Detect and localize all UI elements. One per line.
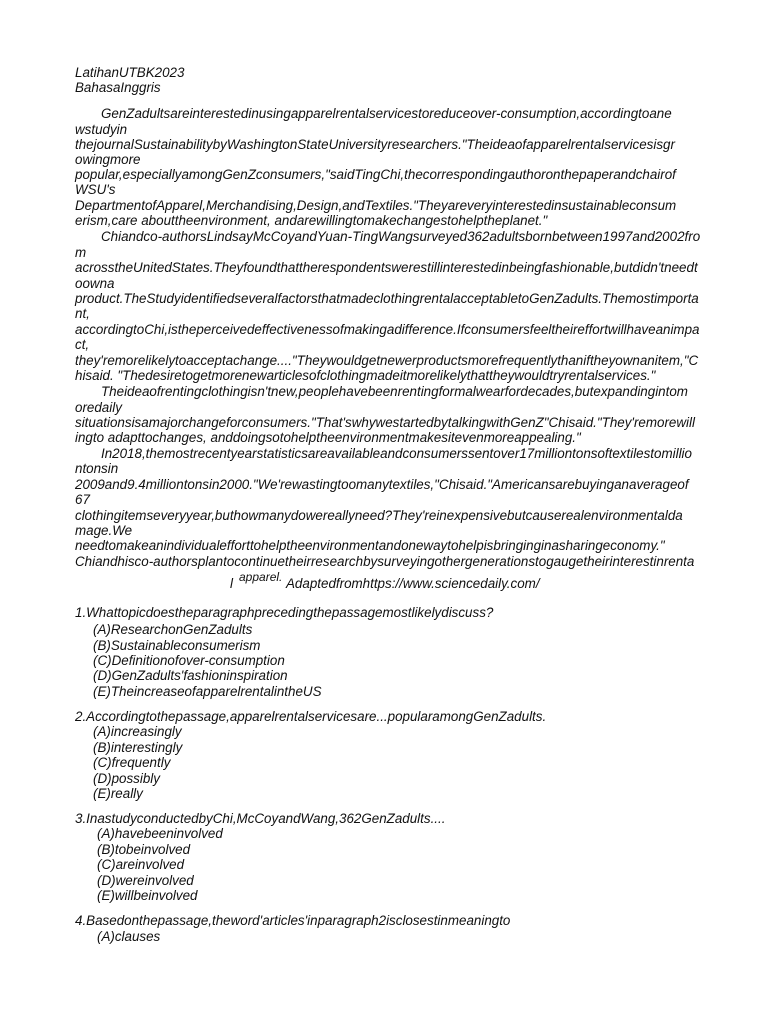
passage-line: GenZadultsareinterestedinusingapparelrentalservicestoreduceover-consumption,accordingtoane	[101, 106, 672, 121]
passage-line: hisaid. "Thedesiretogetmorenewarticlesofclothingmadeitmorelikelythattheywouldtryrentalservices."	[75, 368, 656, 383]
passage-line: clothingitemseveryyear,buthowmanydowereallyneed?They'reinexpensivebutcauserealenvironmentalda	[75, 508, 683, 523]
answer-option[interactable]: (E)really	[93, 786, 143, 801]
passage-line: 67	[75, 492, 90, 507]
passage-line: DepartmentofApparel,Merchandising,Design,andTextiles."Theyareveryinterestedinsustainableconsum	[75, 198, 677, 213]
answer-option[interactable]: (C)frequently	[93, 755, 171, 770]
answer-option[interactable]: (B)tobeinvolved	[97, 842, 191, 857]
passage-line: acrosstheUnitedStates.Theyfoundthattherespondentswerestillinterestedinbeingfashionable,butdidn'tneedt	[75, 260, 698, 275]
question-stem: 1.Whattopicdoestheparagraphprecedingthepassagemostlikelydiscuss?	[75, 605, 494, 620]
passage-line: accordingtoChi,istheperceivedeffectivenessofmakingadifference.Ifconsumersfeeltheireffortwillhaveanimpa	[75, 322, 700, 337]
answer-option[interactable]: (E)TheincreaseofapparelrentalintheUS	[93, 684, 322, 699]
passage-line: popular,especiallyamongGenZconsumers,"saidTingChi,thecorrespondingauthoronthepaperandchairof	[75, 167, 676, 182]
question-stem: 4.Basedonthepassage,theword'articles'inparagraph2isclosestinmeaningto	[75, 913, 511, 928]
source-word: apparel.	[239, 570, 283, 584]
answer-option[interactable]: (D)possibly	[93, 771, 160, 786]
answer-option[interactable]: (A)havebeeninvolved	[97, 826, 223, 841]
passage-line: needtomakeanindividualefforttohelptheenvironmentandonewaytohelpisbringinginasharingeconomy."	[75, 538, 665, 553]
passage-line: In2018,themostrecentyearstatisticsareavailableandconsumerssentover17milliontonsoftextilestomillio	[101, 446, 692, 461]
passage-line: m	[75, 245, 87, 260]
document-title: LatihanUTBK2023	[75, 65, 185, 80]
passage-line: erism,care abouttheenvironment, andarewillingtomakechangestohelptheplanet."	[75, 213, 548, 228]
passage-line: Theideaofrentingclothingisn'tnew,peoplehavebeenrentingformalwearfordecades,butexpandingintom	[101, 384, 688, 399]
answer-option[interactable]: (E)willbeinvolved	[97, 888, 198, 903]
passage-line: Chiandco-authorsLindsayMcCoyandYuan-TingWangsurveyed362adultsbornbetween1997and2002fro	[101, 229, 701, 244]
passage-line: ntonsin	[75, 461, 119, 476]
answer-option[interactable]: (D)GenZadults'fashioninspiration	[93, 668, 288, 683]
answer-option[interactable]: (B)Sustainableconsumerism	[93, 638, 261, 653]
answer-option[interactable]: (A)ResearchonGenZadults	[93, 622, 253, 637]
answer-option[interactable]: (A)clauses	[97, 929, 161, 944]
answer-option[interactable]: (D)wereinvolved	[97, 873, 194, 888]
answer-option[interactable]: (C)areinvolved	[97, 857, 185, 872]
passage-line: WSU's	[75, 182, 116, 197]
passage-line: product.TheStudyidentifiedseveralfactorsthatmadeclothingrentalacceptabletoGenZadults.Themostimporta	[75, 291, 699, 306]
source-mark: l	[230, 576, 233, 591]
question-stem: 2.Accordingtothepassage,apparelrentalservicesare...popularamongGenZadults.	[75, 709, 547, 724]
passage-line: ct,	[75, 337, 90, 352]
source-citation: Adaptedfromhttps://www.sciencedaily.com/	[286, 576, 540, 591]
passage-line: owingmore	[75, 152, 141, 167]
passage-line: they'remorelikelytoacceptachange...."Theywouldgetnewerproductsmorefrequentlythaniftheyownanitem,"C	[75, 353, 699, 368]
passage-line: nt,	[75, 306, 90, 321]
passage-line: situationsisamajorchangeforconsumers."That'swhywestartedbytalkingwithGenZ"Chisaid."They'remorewill	[75, 415, 695, 430]
passage-line: 2009and9.4milliontonsin2000."We'rewastingtoomanytextiles,"Chisaid."Americansarebuyinganaverageof	[75, 477, 689, 492]
passage-line: wstudyin	[75, 122, 128, 137]
answer-option[interactable]: (C)Definitionofover-consumption	[93, 653, 285, 668]
answer-option[interactable]: (A)increasingly	[93, 724, 182, 739]
passage-line: ingto adapttochanges, anddoingsotohelptheenvironmentmakesitevenmoreappealing."	[75, 430, 581, 445]
question-stem: 3.InastudyconductedbyChi,McCoyandWang,362GenZadults....	[75, 811, 446, 826]
document-subject: BahasaInggris	[75, 80, 161, 95]
passage-line: oredaily	[75, 400, 122, 415]
passage-line: thejournalSustainabilitybyWashingtonStateUniversityresearchers."Theideaofapparelrentalservicesisgr	[75, 137, 675, 152]
passage-line: mage.We	[75, 523, 133, 538]
passage-line: Chiandhisco-authorsplantocontinuetheirresearchbysurveyingothergenerationstogaugetheirinterestinrenta	[75, 554, 695, 569]
passage-line: oowna	[75, 276, 115, 291]
answer-option[interactable]: (B)interestingly	[93, 740, 183, 755]
